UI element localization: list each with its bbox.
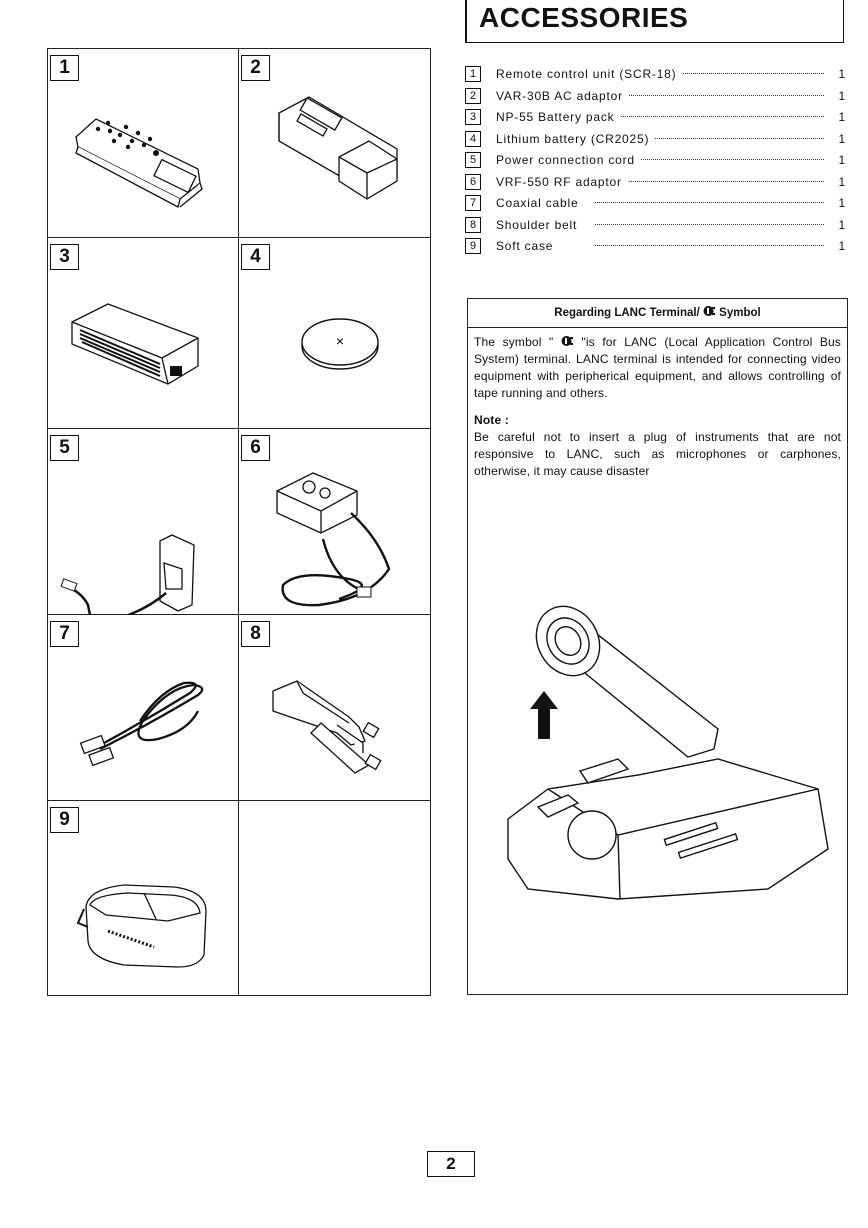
list-item <box>465 64 850 86</box>
lanc-symbol-icon <box>561 335 574 347</box>
item-name: Shoulder belt <box>496 218 583 232</box>
item-number: 9 <box>465 238 481 254</box>
item-number-badge: 4 <box>241 244 270 270</box>
grid-cell-4 <box>239 238 430 429</box>
note-text: Be careful not to insert a plug of instruments that are not responsive to LANC, such as microphones or carphones, otherwise, it may cause disaster <box>474 430 841 478</box>
grid-cell-9 <box>48 801 239 995</box>
grid-cell-2 <box>239 49 430 238</box>
item-quantity: 1 <box>838 110 846 124</box>
lanc-heading-prefix: Regarding LANC Terminal/ <box>554 307 700 319</box>
list-item <box>465 150 850 172</box>
item-quantity: 1 <box>838 153 846 167</box>
item-number: 5 <box>465 152 481 168</box>
item-number: 2 <box>465 88 481 104</box>
item-number: 6 <box>465 174 481 190</box>
item-name: Lithium battery (CR2025) <box>496 132 655 146</box>
grid-cell-empty <box>239 801 430 995</box>
lanc-paragraph-text: "is for LANC (Local Application Control Bus System) terminal. LANC terminal is intended for connecting video equipment with peripherical equipment, and allows controlling of tape running and others. <box>474 335 842 400</box>
lithium-battery-icon <box>239 238 430 429</box>
accessories-list <box>465 64 850 258</box>
item-number-badge: 5 <box>50 435 79 461</box>
grid-cell-8 <box>239 615 430 801</box>
grid-cell-3 <box>48 238 239 429</box>
item-number: 7 <box>465 195 481 211</box>
item-name: NP-55 Battery pack <box>496 110 620 124</box>
power-cord-icon <box>48 429 239 615</box>
item-number-badge: 1 <box>50 55 79 81</box>
ac-adaptor-icon <box>239 49 430 238</box>
list-item <box>465 193 850 215</box>
item-quantity: 1 <box>838 131 846 146</box>
camcorder-viewfinder-illustration <box>468 599 847 919</box>
item-name: Power connection cord <box>496 153 641 167</box>
item-quantity: 1 <box>838 239 846 253</box>
lanc-heading <box>468 299 847 328</box>
item-name: VAR-30B AC adaptor <box>496 89 629 103</box>
item-quantity: 1 <box>838 174 846 189</box>
leader-dots <box>595 245 824 246</box>
leader-dots <box>595 181 824 182</box>
shoulder-belt-icon <box>239 615 430 801</box>
page-title: ACCESSORIES <box>479 2 689 33</box>
list-item <box>465 236 850 258</box>
item-number: 4 <box>465 131 481 147</box>
lanc-heading-suffix: Symbol <box>719 307 761 319</box>
list-item <box>465 215 850 237</box>
list-item <box>465 172 850 194</box>
lanc-symbol-icon <box>703 305 716 317</box>
leader-dots <box>595 95 824 96</box>
list-item <box>465 107 850 129</box>
soft-case-icon <box>48 801 239 995</box>
list-item <box>465 86 850 108</box>
lanc-paragraph <box>474 334 841 402</box>
lanc-paragraph-prefix: The symbol " <box>474 335 554 349</box>
item-name: Coaxial cable <box>496 196 584 210</box>
item-number-badge: 8 <box>241 621 270 647</box>
grid-cell-6 <box>239 429 430 615</box>
item-name: VRF-550 RF adaptor <box>496 175 628 189</box>
title-box <box>465 0 844 43</box>
accessories-illustration-grid <box>47 48 431 996</box>
item-quantity: 1 <box>838 196 846 210</box>
grid-cell-7 <box>48 615 239 801</box>
item-number: 8 <box>465 217 481 233</box>
leader-dots <box>595 224 824 225</box>
item-quantity: 1 <box>838 88 846 103</box>
item-quantity: 1 <box>838 217 846 232</box>
list-item <box>465 129 850 151</box>
item-name: Remote control unit (SCR-18) <box>496 67 682 81</box>
item-name: Soft case <box>496 239 559 253</box>
item-number-badge: 2 <box>241 55 270 81</box>
coaxial-cable-icon <box>48 615 239 801</box>
page-number: 2 <box>427 1151 475 1177</box>
grid-cell-5 <box>48 429 239 615</box>
item-quantity: 1 <box>838 67 846 81</box>
leader-dots <box>595 116 824 117</box>
grid-cell-1 <box>48 49 239 238</box>
battery-pack-icon <box>48 238 239 429</box>
item-number-badge: 6 <box>241 435 270 461</box>
lanc-body <box>468 328 847 480</box>
item-number: 3 <box>465 109 481 125</box>
battery-mark-text: × <box>335 333 345 349</box>
leader-dots <box>595 202 824 203</box>
item-number: 1 <box>465 66 481 82</box>
item-number-badge: 7 <box>50 621 79 647</box>
note-heading: Note : <box>474 413 509 427</box>
rf-adaptor-icon <box>239 429 430 615</box>
lanc-info-box <box>467 298 848 995</box>
item-number-badge: 3 <box>50 244 79 270</box>
remote-control-icon <box>48 49 239 238</box>
item-number-badge: 9 <box>50 807 79 833</box>
